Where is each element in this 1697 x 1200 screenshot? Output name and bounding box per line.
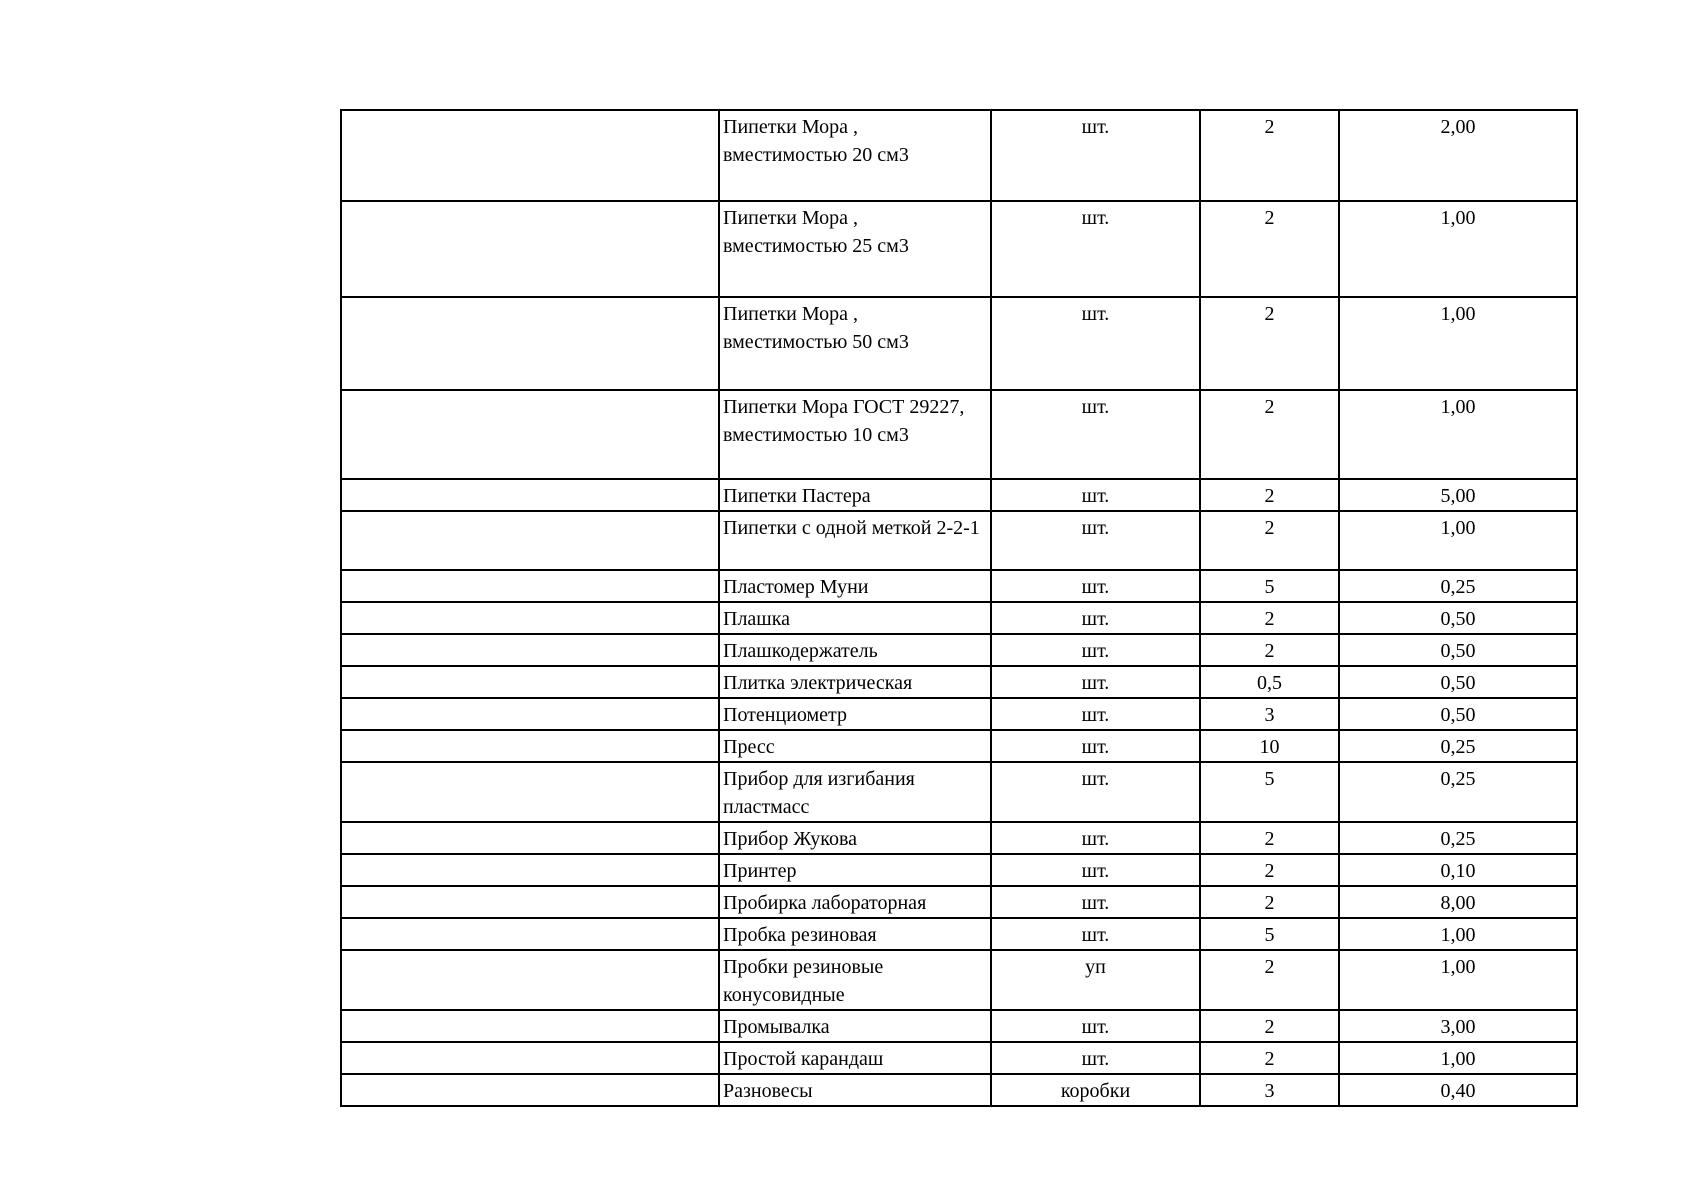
table-row	[341, 854, 1577, 886]
value-cell: 1,00	[1339, 1042, 1577, 1074]
item-name-cell: Пипетки с одной меткой 2-2-1	[719, 511, 991, 570]
quantity-cell: 2	[1200, 110, 1339, 201]
item-name-cell: Промывалка	[719, 1010, 991, 1042]
table-row	[341, 479, 1577, 511]
quantity-cell: 3	[1200, 1074, 1339, 1106]
value-cell: 1,00	[1339, 511, 1577, 570]
value-cell: 1,00	[1339, 950, 1577, 1010]
unit-cell: шт.	[991, 1042, 1200, 1074]
value-cell: 3,00	[1339, 1010, 1577, 1042]
table-row	[341, 698, 1577, 730]
item-name-cell: Пробка резиновая	[719, 918, 991, 950]
item-name-cell: Прибор Жукова	[719, 822, 991, 854]
value-cell: 0,10	[1339, 854, 1577, 886]
unit-cell: шт.	[991, 511, 1200, 570]
unit-cell: уп	[991, 950, 1200, 1010]
item-name-cell: Пипетки Мора , вместимостью 25 см3	[719, 201, 991, 297]
table-row	[341, 762, 1577, 822]
unit-cell: шт.	[991, 602, 1200, 634]
item-name-cell: Пластомер Муни	[719, 570, 991, 602]
item-name-cell: Плитка электрическая	[719, 666, 991, 698]
quantity-cell: 2	[1200, 854, 1339, 886]
item-name-cell: Пресс	[719, 730, 991, 762]
item-name-cell: Прибор для изгибания пластмасс	[719, 762, 991, 822]
item-name-cell: Плашкодержатель	[719, 634, 991, 666]
item-name-cell: Плашка	[719, 602, 991, 634]
item-name-cell: Пипетки Пастера	[719, 479, 991, 511]
value-cell: 1,00	[1339, 390, 1577, 479]
unit-cell: шт.	[991, 297, 1200, 390]
unit-cell: шт.	[991, 390, 1200, 479]
empty-cell	[341, 698, 719, 730]
quantity-cell: 2	[1200, 1042, 1339, 1074]
empty-cell	[341, 201, 719, 297]
empty-cell	[341, 390, 719, 479]
table-row	[341, 1042, 1577, 1074]
value-cell: 0,40	[1339, 1074, 1577, 1106]
value-cell: 0,50	[1339, 602, 1577, 634]
value-cell: 1,00	[1339, 918, 1577, 950]
empty-cell	[341, 511, 719, 570]
value-cell: 1,00	[1339, 297, 1577, 390]
quantity-cell: 2	[1200, 479, 1339, 511]
empty-cell	[341, 918, 719, 950]
item-name-cell: Разновесы	[719, 1074, 991, 1106]
empty-cell	[341, 886, 719, 918]
empty-cell	[341, 854, 719, 886]
equipment-table-body	[341, 110, 1577, 1106]
empty-cell	[341, 1074, 719, 1106]
empty-cell	[341, 762, 719, 822]
table-row	[341, 822, 1577, 854]
item-name-cell: Принтер	[719, 854, 991, 886]
item-name-cell: Пипетки Мора , вместимостью 50 см3	[719, 297, 991, 390]
table-row	[341, 886, 1577, 918]
table-row	[341, 730, 1577, 762]
quantity-cell: 5	[1200, 570, 1339, 602]
quantity-cell: 5	[1200, 918, 1339, 950]
value-cell: 2,00	[1339, 110, 1577, 201]
table-row	[341, 950, 1577, 1010]
unit-cell: шт.	[991, 762, 1200, 822]
value-cell: 5,00	[1339, 479, 1577, 511]
value-cell: 0,50	[1339, 698, 1577, 730]
table-row	[341, 918, 1577, 950]
unit-cell: шт.	[991, 634, 1200, 666]
table-row	[341, 1010, 1577, 1042]
empty-cell	[341, 297, 719, 390]
quantity-cell: 2	[1200, 886, 1339, 918]
unit-cell: шт.	[991, 822, 1200, 854]
quantity-cell: 2	[1200, 822, 1339, 854]
table-row	[341, 511, 1577, 570]
quantity-cell: 10	[1200, 730, 1339, 762]
empty-cell	[341, 110, 719, 201]
quantity-cell: 5	[1200, 762, 1339, 822]
quantity-cell: 2	[1200, 390, 1339, 479]
table-row	[341, 110, 1577, 201]
item-name-cell: Пипетки Мора ГОСТ 29227, вместимостью 10 см3	[719, 390, 991, 479]
value-cell: 0,50	[1339, 634, 1577, 666]
unit-cell: шт.	[991, 666, 1200, 698]
value-cell: 0,25	[1339, 730, 1577, 762]
empty-cell	[341, 822, 719, 854]
empty-cell	[341, 1010, 719, 1042]
item-name-cell: Потенциометр	[719, 698, 991, 730]
empty-cell	[341, 730, 719, 762]
quantity-cell: 2	[1200, 201, 1339, 297]
quantity-cell: 3	[1200, 698, 1339, 730]
value-cell: 8,00	[1339, 886, 1577, 918]
table-row	[341, 390, 1577, 479]
item-name-cell: Пробки резиновые конусовидные	[719, 950, 991, 1010]
item-name-cell: Пробирка лабораторная	[719, 886, 991, 918]
value-cell: 1,00	[1339, 201, 1577, 297]
table-row	[341, 602, 1577, 634]
quantity-cell: 2	[1200, 950, 1339, 1010]
table-row	[341, 570, 1577, 602]
empty-cell	[341, 479, 719, 511]
unit-cell: шт.	[991, 201, 1200, 297]
empty-cell	[341, 950, 719, 1010]
quantity-cell: 2	[1200, 511, 1339, 570]
empty-cell	[341, 634, 719, 666]
equipment-table	[340, 109, 1578, 1107]
value-cell: 0,25	[1339, 762, 1577, 822]
empty-cell	[341, 570, 719, 602]
unit-cell: шт.	[991, 1010, 1200, 1042]
value-cell: 0,25	[1339, 822, 1577, 854]
table-row	[341, 201, 1577, 297]
quantity-cell: 2	[1200, 297, 1339, 390]
unit-cell: шт.	[991, 570, 1200, 602]
value-cell: 0,25	[1339, 570, 1577, 602]
unit-cell: коробки	[991, 1074, 1200, 1106]
quantity-cell: 2	[1200, 602, 1339, 634]
table-row	[341, 666, 1577, 698]
unit-cell: шт.	[991, 918, 1200, 950]
unit-cell: шт.	[991, 479, 1200, 511]
unit-cell: шт.	[991, 110, 1200, 201]
unit-cell: шт.	[991, 886, 1200, 918]
quantity-cell: 2	[1200, 1010, 1339, 1042]
unit-cell: шт.	[991, 854, 1200, 886]
table-row	[341, 297, 1577, 390]
empty-cell	[341, 602, 719, 634]
item-name-cell: Пипетки Мора , вместимостью 20 см3	[719, 110, 991, 201]
empty-cell	[341, 666, 719, 698]
empty-cell	[341, 1042, 719, 1074]
quantity-cell: 2	[1200, 634, 1339, 666]
unit-cell: шт.	[991, 698, 1200, 730]
table-row	[341, 634, 1577, 666]
quantity-cell: 0,5	[1200, 666, 1339, 698]
unit-cell: шт.	[991, 730, 1200, 762]
item-name-cell: Простой карандаш	[719, 1042, 991, 1074]
value-cell: 0,50	[1339, 666, 1577, 698]
table-row	[341, 1074, 1577, 1106]
